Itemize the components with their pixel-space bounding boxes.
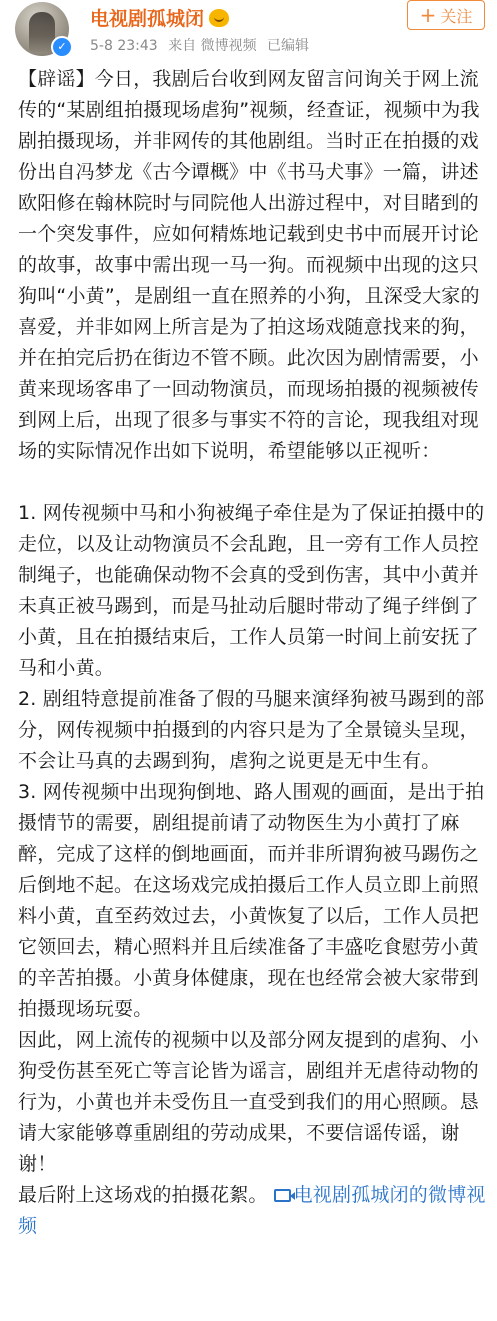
post-paragraph-closing — [18, 1180, 488, 1242]
post-source[interactable]: 来自 微博视频 — [168, 38, 257, 54]
post-paragraph-point-3: 3. 网传视频中出现狗倒地、路人围观的画面，是出于拍摄情节的需要，剧组提前请了动物医生为小黄打了麻醉，完成了这样的倒地画面，而并非所谓狗被马踢伤之后倒地不起。在这场戏完成拍摄后工作人员立即上前照料小黄，直至药效过去，小黄恢复了以后，工作人员把它领回去，精心照料并且后续准备了丰盛吃食慰劳小黄的辛苦拍摄。小黄身体健康，现在也经常会被大家带到拍摄现场玩耍。 — [18, 781, 485, 1020]
post-paragraph-intro: 【辟谣】今日，我剧后台收到网友留言问询关于网上流传的“某剧组拍摄现场虐狗”视频，经查证，视频中为我剧拍摄现场，并非网传的其他剧组。当时正在拍摄的戏份出自冯梦龙《古今谭概》中《书马犬事》一篇，讲述欧阳修在翰林院时与同院他人出游过程中，对目睹到的一个突发事件，应如何精炼地记载到史书中而展开讨论的故事，故事中需出现一马一狗。而视频中出现的这只狗叫“小黄”，是剧组一直在照养的小狗，且深受大家的喜爱，并非如网上所言是为了拍这场戏随意找来的狗，并在拍完后扔在街边不管不顾。此次因为剧情需要，小黄来现场客串了一回动物演员，而现场拍摄的视频被传到网上后，出现了很多与事实不符的言论，现我组对现场的实际情况作出如下说明，希望能够以正视听： — [18, 68, 480, 462]
post-paragraph-conclusion: 因此，网上流传的视频中以及部分网友提到的虐狗、小狗受伤甚至死亡等言论皆为谣言，剧组并无虐待动物的行为，小黄也并未受伤且一直受到我们的用心照顾。恳请大家能够尊重剧组的劳动成果，不要信谣传谣，谢谢！ — [18, 1029, 479, 1175]
post-paragraph-point-1: 1. 网传视频中马和小狗被绳子牵住是为了保证拍摄中的走位，以及让动物演员不会乱跑，且一旁有工作人员控制绳子，也能确保动物不会真的受到伤害，其中小黄并未真正被马踢到，而是马扯动后腿时带动了绳子绊倒了小黄，且在拍摄结束后，工作人员第一时间上前安抚了马和小黄。 — [18, 502, 485, 679]
paragraph-gap — [18, 467, 488, 498]
follow-button[interactable] — [407, 0, 485, 30]
verified-badge-icon: ✓ — [51, 36, 73, 58]
post-paragraph-point-2: 2. 剧组特意提前准备了假的马腿来演绎狗被马踢到的部分，网传视频中拍摄到的内容只是为了全景镜头呈现，不会让马真的去踢到狗，虐狗之说更是无中生有。 — [18, 688, 485, 772]
edited-label[interactable]: 已编辑 — [267, 38, 310, 54]
closing-text: 最后附上这场戏的拍摄花絮。 — [18, 1184, 268, 1206]
plus-icon: + — [419, 3, 437, 27]
post-timestamp: 5-8 23:43 — [90, 38, 158, 54]
follow-label: 关注 — [440, 6, 473, 26]
post-header — [0, 0, 497, 64]
video-link-text: 电视剧孤城闭的微博视频 — [18, 1184, 486, 1237]
username[interactable] — [90, 4, 229, 31]
post-meta — [90, 35, 315, 55]
username-text: 电视剧孤城闭 — [90, 8, 205, 30]
avatar[interactable] — [15, 2, 69, 56]
video-icon — [274, 1189, 291, 1202]
vip-emoji-icon — [209, 9, 229, 27]
post-content — [18, 64, 488, 1242]
